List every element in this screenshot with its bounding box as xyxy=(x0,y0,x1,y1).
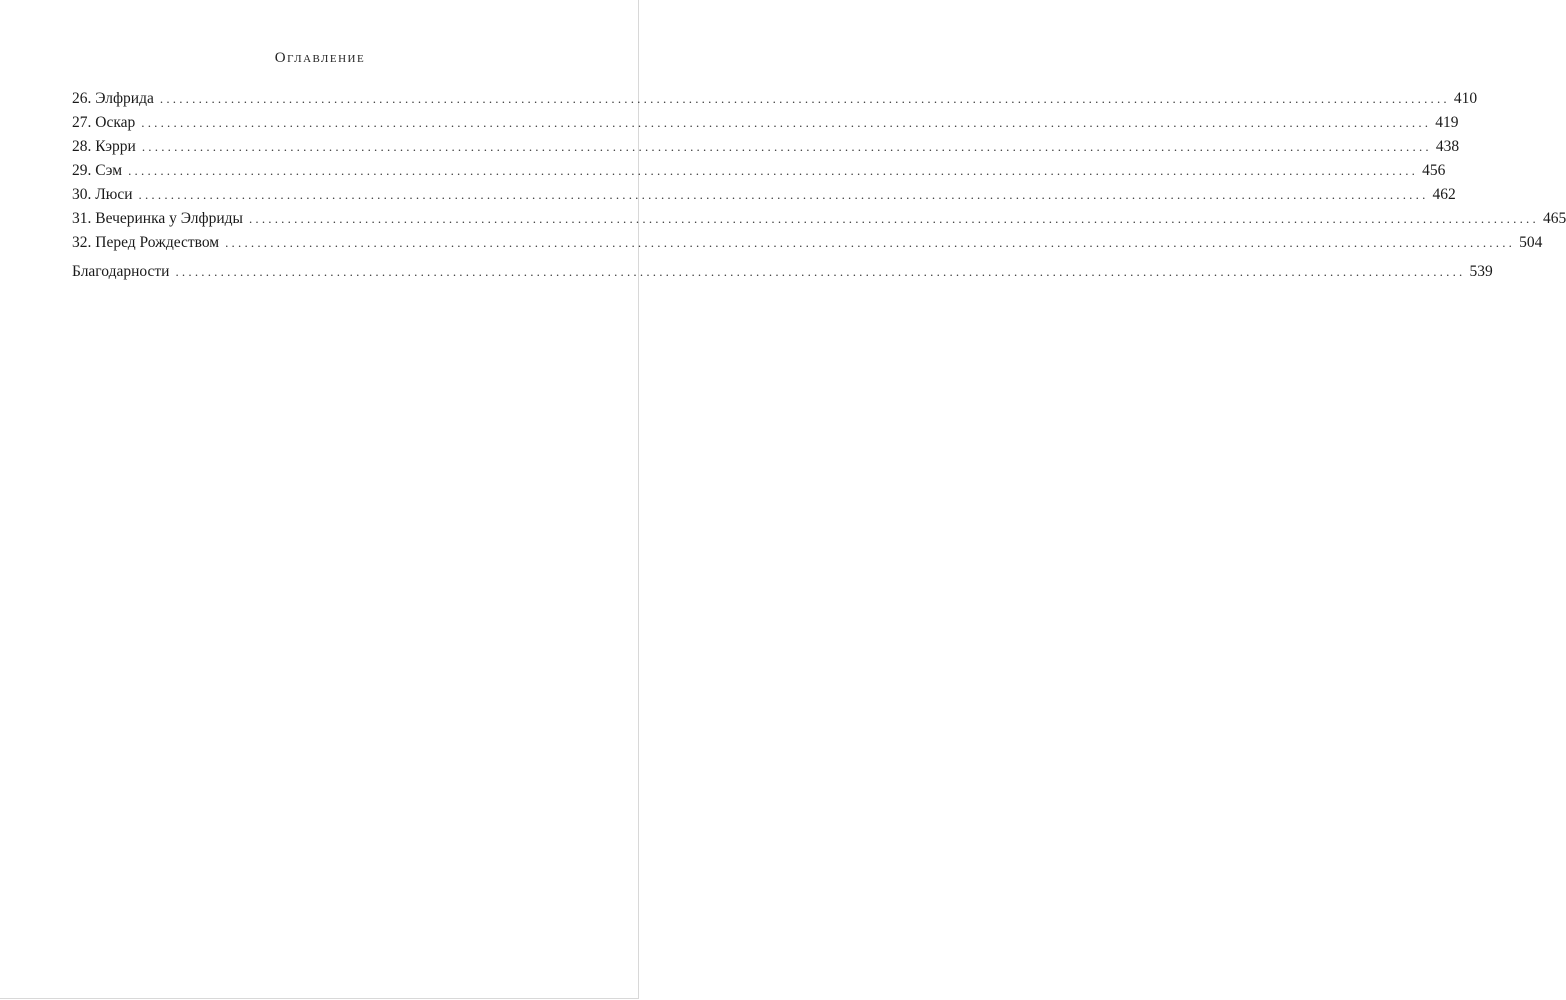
toc-entry-page: 539 xyxy=(1469,263,1493,280)
dot-leader: ........................................................................................................................................................................................................ xyxy=(225,235,1516,250)
toc-entry-title: 32. Перед Рождеством xyxy=(72,234,220,251)
dot-leader: ........................................................................................................................................................................................................ xyxy=(175,264,1466,279)
toc-entry-page: 438 xyxy=(1435,138,1460,155)
toc-entry-chapter-29[interactable] xyxy=(72,159,1446,183)
dot-leader: ........................................................................................................................................................................................................ xyxy=(138,187,1429,202)
dot-leader: ........................................................................................................................................................................................................ xyxy=(248,211,1539,226)
toc-entry-title: 28. Кэрри xyxy=(72,138,136,155)
toc-entry-chapter-32[interactable] xyxy=(72,231,1543,255)
toc-entry-title: 27. Оскар xyxy=(72,114,136,131)
toc-entry-chapter-28[interactable] xyxy=(72,135,1460,159)
dot-leader: ........................................................................................................................................................................................................ xyxy=(141,115,1432,130)
toc-entry-title: Благодарности xyxy=(72,263,170,280)
toc-entry-title: 26. Элфрида xyxy=(72,90,154,107)
dot-leader: ........................................................................................................................................................................................................ xyxy=(128,163,1419,178)
page-heading: Оглавление xyxy=(274,50,366,66)
table-of-contents xyxy=(72,87,1566,284)
dot-leader: ........................................................................................................................................................................................................ xyxy=(141,139,1432,154)
toc-entry-title: 29. Сэм xyxy=(72,162,123,179)
toc-entry-chapter-27[interactable] xyxy=(72,111,1459,135)
toc-entry-page: 465 xyxy=(1542,210,1566,227)
toc-entry-page: 419 xyxy=(1435,114,1459,131)
dot-leader: ........................................................................................................................................................................................................ xyxy=(159,91,1450,106)
toc-entry-chapter-31[interactable] xyxy=(72,207,1566,231)
toc-entry-page: 456 xyxy=(1422,162,1446,179)
toc-entry-acknowledgements[interactable] xyxy=(72,260,1493,284)
toc-entry-page: 504 xyxy=(1519,234,1543,251)
toc-entry-chapter-30[interactable] xyxy=(72,183,1456,207)
toc-entry-page: 410 xyxy=(1453,90,1478,107)
toc-entry-chapter-26[interactable] xyxy=(72,87,1478,111)
toc-entry-title: 30. Люси xyxy=(72,186,133,203)
toc-entry-page: 462 xyxy=(1432,186,1456,203)
toc-entry-title: 31. Вечеринка у Элфриды xyxy=(72,210,243,227)
